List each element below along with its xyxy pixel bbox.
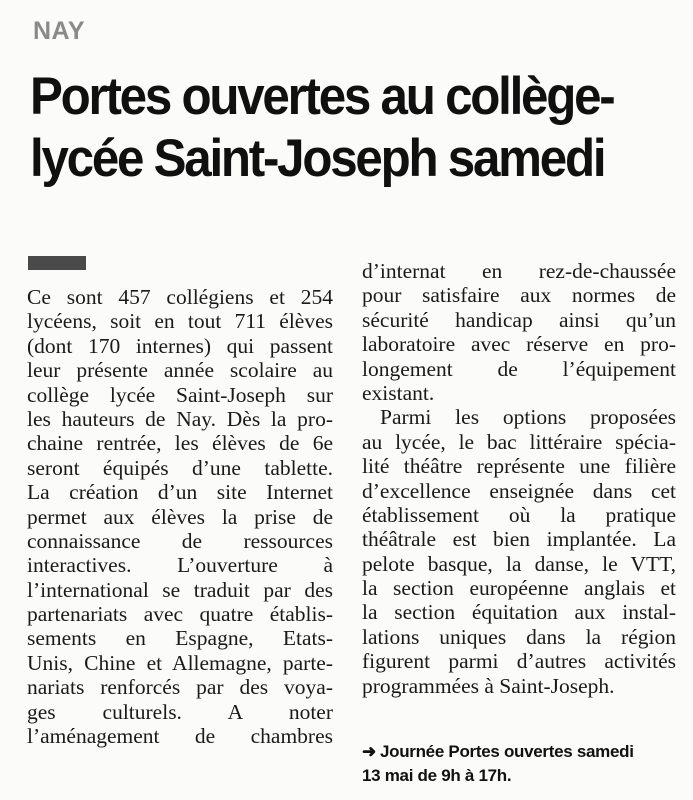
text-line: figurent parmi d’autres activités <box>362 649 676 674</box>
text-line: Ce sont 457 collégiens et 254 <box>27 285 333 309</box>
text-line: nariats renforcés par des voya- <box>27 675 333 700</box>
event-info-line-1 <box>362 740 682 764</box>
text-line: pelote basque, la danse, le VTT, <box>362 551 676 576</box>
text-line: sements en Espagne, Etats- <box>27 626 333 651</box>
text-line: d’internat en rez-de-chaussée <box>362 259 676 283</box>
text-line: Unis, Chine et Allemagne, parte- <box>27 650 333 675</box>
text-line: collège lycée Saint-Joseph sur <box>27 382 333 407</box>
text-line: d’excellence enseignée dans cet <box>362 478 676 503</box>
text-line: l’international se traduit par des <box>27 577 333 602</box>
text-line: lycéens, soit en tout 711 élèves <box>27 309 333 334</box>
text-line: sécurité handicap ainsi qu’un <box>362 307 676 332</box>
text-line: la section européenne anglais et <box>362 576 676 601</box>
text-line: lations uniques dans la région <box>362 624 676 649</box>
text-line: établissement où la pratique <box>362 502 676 527</box>
text-line: interactives. L’ouverture à <box>27 553 333 578</box>
text-line: longement de l’équipement <box>362 356 676 381</box>
text-line: pour satisfaire aux normes de <box>362 283 676 308</box>
text-line: la section équitation aux instal- <box>362 600 676 625</box>
text-line: existant. <box>362 380 435 405</box>
article-column-right <box>362 259 676 698</box>
text-line: les hauteurs de Nay. Dès la pro- <box>27 406 333 431</box>
text-line: Parmi les options proposées <box>380 405 676 430</box>
text-line: laboratoire avec réserve en pro- <box>362 332 676 357</box>
text-line: théâtrale est bien implantée. La <box>362 527 676 552</box>
event-info <box>362 740 682 788</box>
text-line: au lycée, le bac littéraire spécia- <box>362 429 676 454</box>
lead-marker-bar <box>28 256 86 270</box>
text-line: connaissance de ressources <box>27 528 333 553</box>
text-line: seront équipés d’une tablette. <box>27 455 333 480</box>
event-date: 13 mai de 9h à 17h. <box>362 766 512 785</box>
headline-line-1: Portes ouvertes au collège- <box>30 67 614 126</box>
text-line: partenariats avec quatre établis- <box>27 602 333 627</box>
text-line: (dont 170 internes) qui passent <box>27 333 333 358</box>
text-line: programmées à Saint-Joseph. <box>362 673 615 698</box>
text-line: ges culturels. A noter <box>27 699 333 724</box>
text-line: l’aménagement de chambres <box>27 724 333 749</box>
article-column-left <box>27 285 333 748</box>
text-line: chaine rentrée, les élèves de 6e <box>27 431 333 456</box>
event-title: Journée Portes ouvertes samedi <box>379 742 634 761</box>
headline-line-2: lycée Saint-Joseph samedi <box>30 129 605 188</box>
text-line: permet aux élèves la prise de <box>27 504 333 529</box>
text-line: La création d’un site Internet <box>27 480 333 505</box>
text-line: leur présente année scolaire au <box>27 358 333 383</box>
text-line: lité théâtre représente une filière <box>362 454 676 479</box>
headline <box>30 66 639 190</box>
arrow-right-icon: ➜ <box>362 742 376 761</box>
section-kicker: NAY <box>33 17 85 45</box>
